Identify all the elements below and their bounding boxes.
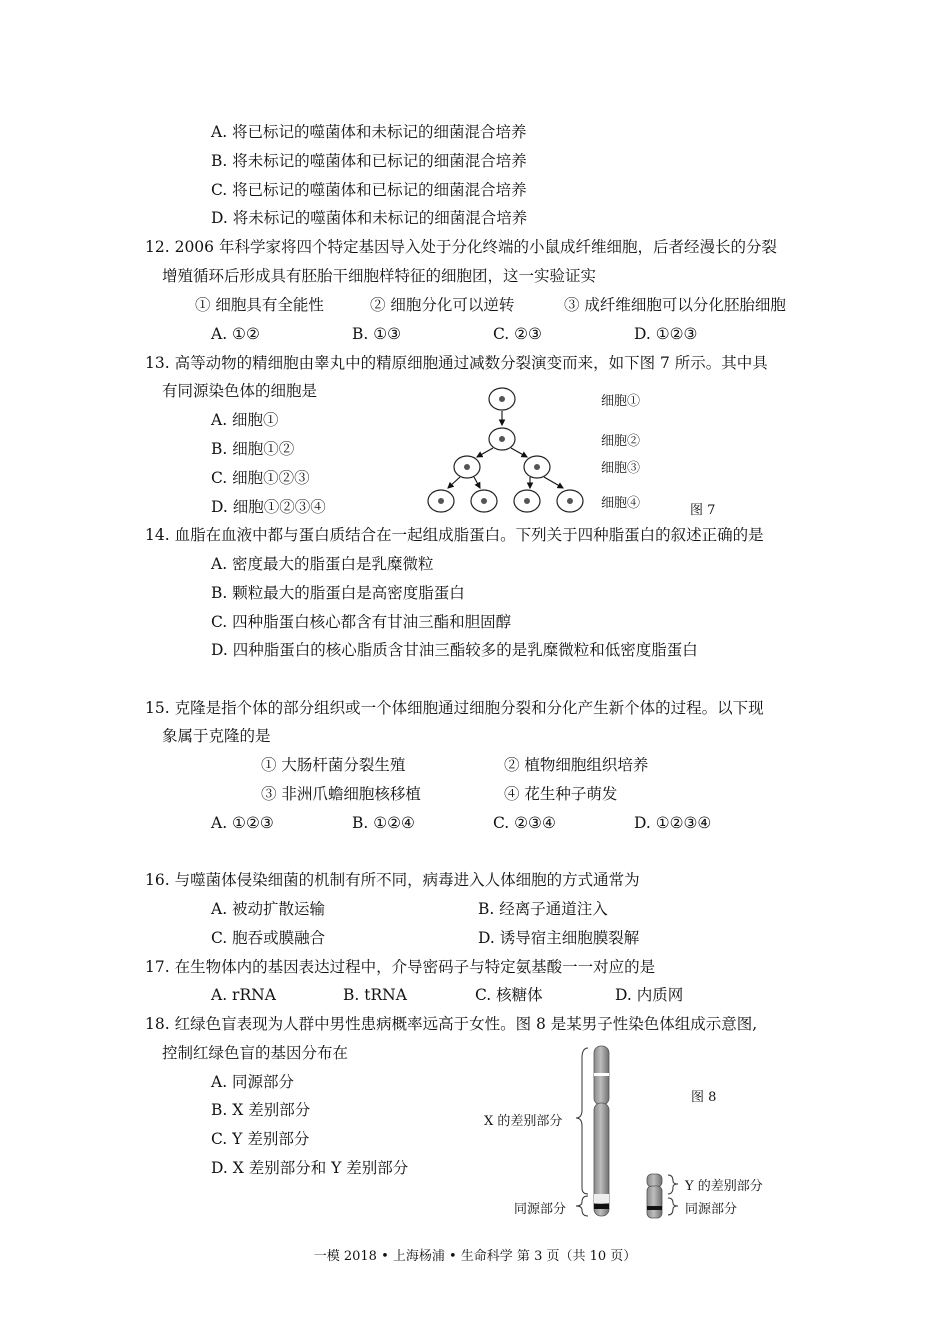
q17-option-c: C. 核糖体 <box>475 986 543 1004</box>
q14-stem: 14. 血脂在血液中都与蛋白质结合在一起组成脂蛋白。下列关于四种脂蛋白的叙述正确的是 <box>145 526 764 544</box>
y-chromosome-short-arm <box>647 1174 662 1187</box>
q17-stem: 17. 在生物体内的基因表达过程中，介导密码子与特定氨基酸一一对应的是 <box>145 958 656 976</box>
q15-option-d: D. ①②③④ <box>634 814 712 832</box>
q12-stem-2: 增殖循环后形成具有胚胎干细胞样特征的细胞团，这一实验证实 <box>162 267 597 285</box>
figure-8-caption: 图 8 <box>691 1090 717 1105</box>
figure-7-label-2: 细胞② <box>601 434 641 449</box>
q13-stem-1: 13. 高等动物的精细胞由睾丸中的精原细胞通过减数分裂演变而来，如下图 7 所示。其中具 <box>145 354 768 372</box>
q11-option-c: C. 将已标记的噬菌体和已标记的细菌混合培养 <box>211 181 527 199</box>
q15-option-c: C. ②③④ <box>493 814 556 832</box>
q13-option-c: C. 细胞①②③ <box>211 469 310 487</box>
q16-option-a: A. 被动扩散运输 <box>211 900 326 918</box>
q14-option-a: A. 密度最大的脂蛋白是乳糜微粒 <box>211 555 434 573</box>
q11-option-d: D. 将未标记的噬菌体和未标记的细菌混合培养 <box>211 209 528 227</box>
figure-8-x-difference-label: X 的差别部分 <box>484 1114 563 1129</box>
q18-stem-2: 控制红绿色盲的基因分布在 <box>162 1044 349 1062</box>
q13-option-a: A. 细胞① <box>211 411 279 429</box>
q15-item-1: ① 大肠杆菌分裂生殖 <box>261 756 406 774</box>
q12-option-c: C. ②③ <box>493 325 542 343</box>
q15-item-3: ③ 非洲爪蟾细胞核移植 <box>261 785 421 803</box>
q12-option-b: B. ①③ <box>352 325 402 343</box>
q18-option-c: C. Y 差别部分 <box>211 1130 310 1148</box>
figure-8-homolog-left-label: 同源部分 <box>514 1202 567 1217</box>
figure-8-y-difference-label: Y 的差别部分 <box>685 1179 763 1194</box>
q14-option-b: B. 颗粒最大的脂蛋白是高密度脂蛋白 <box>211 584 465 602</box>
q16-option-b: B. 经离子通道注入 <box>478 900 608 918</box>
q12-item-3: ③ 成纤维细胞可以分化胚胎细胞 <box>564 296 786 314</box>
q12-option-d: D. ①②③ <box>634 325 698 343</box>
q15-stem-1: 15. 克隆是指个体的部分组织或一个体细胞通过细胞分裂和分化产生新个体的过程。以下现 <box>145 699 764 717</box>
q11-option-b: B. 将未标记的噬菌体和已标记的细菌混合培养 <box>211 152 527 170</box>
figure-8-chromosome-diagram <box>560 1040 690 1225</box>
q18-option-b: B. X 差别部分 <box>211 1101 311 1119</box>
q18-option-a: A. 同源部分 <box>211 1073 295 1091</box>
q15-option-b: B. ①②④ <box>352 814 415 832</box>
q16-stem: 16. 与噬菌体侵染细菌的机制有所不同，病毒进入人体细胞的方式通常为 <box>145 871 640 889</box>
figure-8-homolog-right-label: 同源部分 <box>685 1202 738 1217</box>
figure-7-label-1: 细胞① <box>601 394 641 409</box>
q11-option-a: A. 将已标记的噬菌体和未标记的细菌混合培养 <box>211 123 527 141</box>
page-footer: 一模 2018 • 上海杨浦 • 生命科学 第 3 页（共 10 页） <box>313 1249 637 1264</box>
q12-item-2: ② 细胞分化可以逆转 <box>370 296 515 314</box>
q12-stem-1: 12. 2006 年科学家将四个特定基因导入处于分化终端的小鼠成纤维细胞，后者经漫长的分裂 <box>145 238 777 256</box>
q17-option-b: B. tRNA <box>343 986 407 1004</box>
q15-item-2: ② 植物细胞组织培养 <box>504 756 649 774</box>
q18-option-d: D. X 差别部分和 Y 差别部分 <box>211 1159 409 1177</box>
q14-option-c: C. 四种脂蛋白核心都含有甘油三酯和胆固醇 <box>211 613 512 631</box>
q16-option-c: C. 胞吞或膜融合 <box>211 929 326 947</box>
q17-option-a: A. rRNA <box>211 986 276 1004</box>
figure-7-label-4: 细胞④ <box>601 496 641 511</box>
q17-option-d: D. 内质网 <box>615 986 684 1004</box>
q18-stem-1: 18. 红绿色盲表现为人群中男性患病概率远高于女性。图 8 是某男子性染色体组成示意图, <box>145 1015 758 1033</box>
figure-7-cell-diagram <box>420 380 620 520</box>
q15-option-a: A. ①②③ <box>211 814 274 832</box>
q12-item-1: ① 细胞具有全能性 <box>195 296 324 314</box>
q13-option-b: B. 细胞①② <box>211 440 295 458</box>
q13-stem-2: 有同源染色体的细胞是 <box>162 382 318 400</box>
q12-option-a: A. ①② <box>211 325 260 343</box>
q15-stem-2: 象属于克隆的是 <box>162 727 271 745</box>
y-chromosome-long-arm <box>647 1186 662 1218</box>
figure-7-label-3: 细胞③ <box>601 461 641 476</box>
q14-option-d: D. 四种脂蛋白的核心脂质含甘油三酯较多的是乳糜微粒和低密度脂蛋白 <box>211 641 698 659</box>
q15-item-4: ④ 花生种子萌发 <box>504 785 618 803</box>
figure-7-caption: 图 7 <box>690 503 716 518</box>
q16-option-d: D. 诱导宿主细胞膜裂解 <box>478 929 640 947</box>
q13-option-d: D. 细胞①②③④ <box>211 498 326 516</box>
